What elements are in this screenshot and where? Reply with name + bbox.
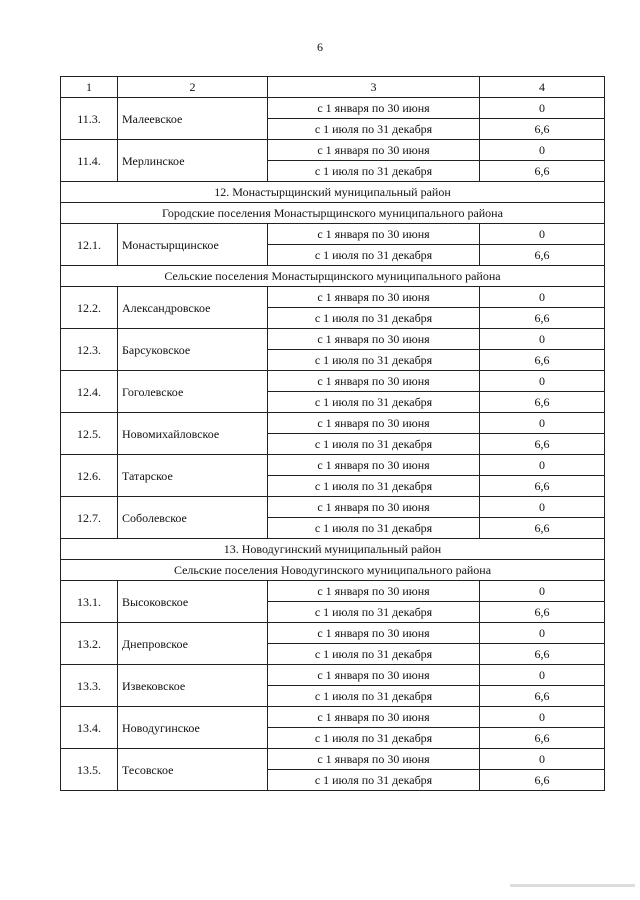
table-row	[61, 287, 605, 308]
period-label: с 1 июля по 31 декабря	[268, 644, 480, 665]
rate-value: 6,6	[480, 770, 605, 791]
settlement-number: 12.5.	[61, 413, 118, 455]
section-row	[61, 560, 605, 581]
rate-value: 0	[480, 749, 605, 770]
section-row	[61, 182, 605, 203]
rate-value: 6,6	[480, 686, 605, 707]
period-label: с 1 июля по 31 декабря	[268, 161, 480, 182]
settlement-name: Гоголевское	[118, 371, 268, 413]
rate-value: 6,6	[480, 476, 605, 497]
page-number: 6	[317, 40, 323, 54]
table-row	[61, 413, 605, 434]
settlement-name: Новодугинское	[118, 707, 268, 749]
rate-value: 0	[480, 287, 605, 308]
period-label: с 1 июля по 31 декабря	[268, 245, 480, 266]
settlement-number: 12.1.	[61, 224, 118, 266]
rate-value: 6,6	[480, 350, 605, 371]
section-row	[61, 203, 605, 224]
section-heading: Городские поселения Монастырщинского муниципального района	[61, 203, 605, 224]
rate-value: 0	[480, 623, 605, 644]
period-label: с 1 января по 30 июня	[268, 581, 480, 602]
period-label: с 1 июля по 31 декабря	[268, 350, 480, 371]
rate-value: 0	[480, 224, 605, 245]
period-label: с 1 января по 30 июня	[268, 623, 480, 644]
table-row	[61, 749, 605, 770]
section-heading: Сельские поселения Монастырщинского муниципального района	[61, 266, 605, 287]
rate-value: 6,6	[480, 728, 605, 749]
rate-value: 0	[480, 665, 605, 686]
scan-edge-mark	[510, 884, 635, 887]
table-body	[61, 77, 605, 791]
rate-value: 6,6	[480, 245, 605, 266]
period-label: с 1 января по 30 июня	[268, 98, 480, 119]
rate-value: 6,6	[480, 434, 605, 455]
period-label: с 1 января по 30 июня	[268, 224, 480, 245]
period-label: с 1 июля по 31 декабря	[268, 728, 480, 749]
settlement-number: 13.4.	[61, 707, 118, 749]
period-label: с 1 января по 30 июня	[268, 413, 480, 434]
header-cell-2: 2	[118, 77, 268, 98]
period-label: с 1 июля по 31 декабря	[268, 308, 480, 329]
section-heading: 13. Новодугинский муниципальный район	[61, 539, 605, 560]
period-label: с 1 января по 30 июня	[268, 665, 480, 686]
period-label: с 1 января по 30 июня	[268, 287, 480, 308]
table-row	[61, 224, 605, 245]
table-row	[61, 371, 605, 392]
settlement-name: Барсуковское	[118, 329, 268, 371]
section-heading: 12. Монастырщинский муниципальный район	[61, 182, 605, 203]
table-row	[61, 497, 605, 518]
rate-value: 0	[480, 98, 605, 119]
settlement-name: Татарское	[118, 455, 268, 497]
rate-value: 6,6	[480, 161, 605, 182]
settlement-name: Новомихайловское	[118, 413, 268, 455]
header-cell-4: 4	[480, 77, 605, 98]
period-label: с 1 января по 30 июня	[268, 707, 480, 728]
settlement-number: 12.2.	[61, 287, 118, 329]
table-row	[61, 581, 605, 602]
rate-value: 0	[480, 707, 605, 728]
table-row	[61, 623, 605, 644]
table-row	[61, 707, 605, 728]
header-cell-3: 3	[268, 77, 480, 98]
rate-value: 0	[480, 413, 605, 434]
settlement-number: 12.3.	[61, 329, 118, 371]
settlement-name: Тесовское	[118, 749, 268, 791]
rate-value: 0	[480, 497, 605, 518]
period-label: с 1 июля по 31 декабря	[268, 770, 480, 791]
period-label: с 1 июля по 31 декабря	[268, 476, 480, 497]
header-row	[61, 77, 605, 98]
table-row	[61, 98, 605, 119]
rate-value: 6,6	[480, 644, 605, 665]
table-row	[61, 665, 605, 686]
rate-value: 0	[480, 140, 605, 161]
period-label: с 1 января по 30 июня	[268, 329, 480, 350]
settlement-name: Малеевское	[118, 98, 268, 140]
settlements-table	[60, 76, 605, 791]
rate-value: 0	[480, 371, 605, 392]
period-label: с 1 июля по 31 декабря	[268, 602, 480, 623]
period-label: с 1 июля по 31 декабря	[268, 392, 480, 413]
period-label: с 1 июля по 31 декабря	[268, 686, 480, 707]
settlement-number: 12.7.	[61, 497, 118, 539]
settlement-name: Александровское	[118, 287, 268, 329]
rate-value: 6,6	[480, 392, 605, 413]
period-label: с 1 января по 30 июня	[268, 371, 480, 392]
settlement-number: 12.6.	[61, 455, 118, 497]
header-cell-1: 1	[61, 77, 118, 98]
period-label: с 1 января по 30 июня	[268, 749, 480, 770]
period-label: с 1 июля по 31 декабря	[268, 434, 480, 455]
settlement-name: Мерлинское	[118, 140, 268, 182]
section-row	[61, 266, 605, 287]
period-label: с 1 января по 30 июня	[268, 140, 480, 161]
settlement-name: Соболевское	[118, 497, 268, 539]
settlement-number: 12.4.	[61, 371, 118, 413]
rate-value: 6,6	[480, 308, 605, 329]
period-label: с 1 июля по 31 декабря	[268, 119, 480, 140]
settlement-number: 13.5.	[61, 749, 118, 791]
table-row	[61, 329, 605, 350]
rate-value: 6,6	[480, 119, 605, 140]
settlement-number: 11.4.	[61, 140, 118, 182]
table-row	[61, 140, 605, 161]
settlement-name: Высоковское	[118, 581, 268, 623]
rate-value: 6,6	[480, 518, 605, 539]
section-row	[61, 539, 605, 560]
table-row	[61, 455, 605, 476]
settlement-number: 13.3.	[61, 665, 118, 707]
settlement-name: Извековское	[118, 665, 268, 707]
rate-value: 6,6	[480, 602, 605, 623]
settlement-name: Монастырщинское	[118, 224, 268, 266]
settlement-number: 13.1.	[61, 581, 118, 623]
settlement-number: 11.3.	[61, 98, 118, 140]
rate-value: 0	[480, 455, 605, 476]
period-label: с 1 января по 30 июня	[268, 497, 480, 518]
period-label: с 1 января по 30 июня	[268, 455, 480, 476]
period-label: с 1 июля по 31 декабря	[268, 518, 480, 539]
settlement-name: Днепровское	[118, 623, 268, 665]
section-heading: Сельские поселения Новодугинского муниципального района	[61, 560, 605, 581]
rate-value: 0	[480, 329, 605, 350]
rate-value: 0	[480, 581, 605, 602]
settlement-number: 13.2.	[61, 623, 118, 665]
